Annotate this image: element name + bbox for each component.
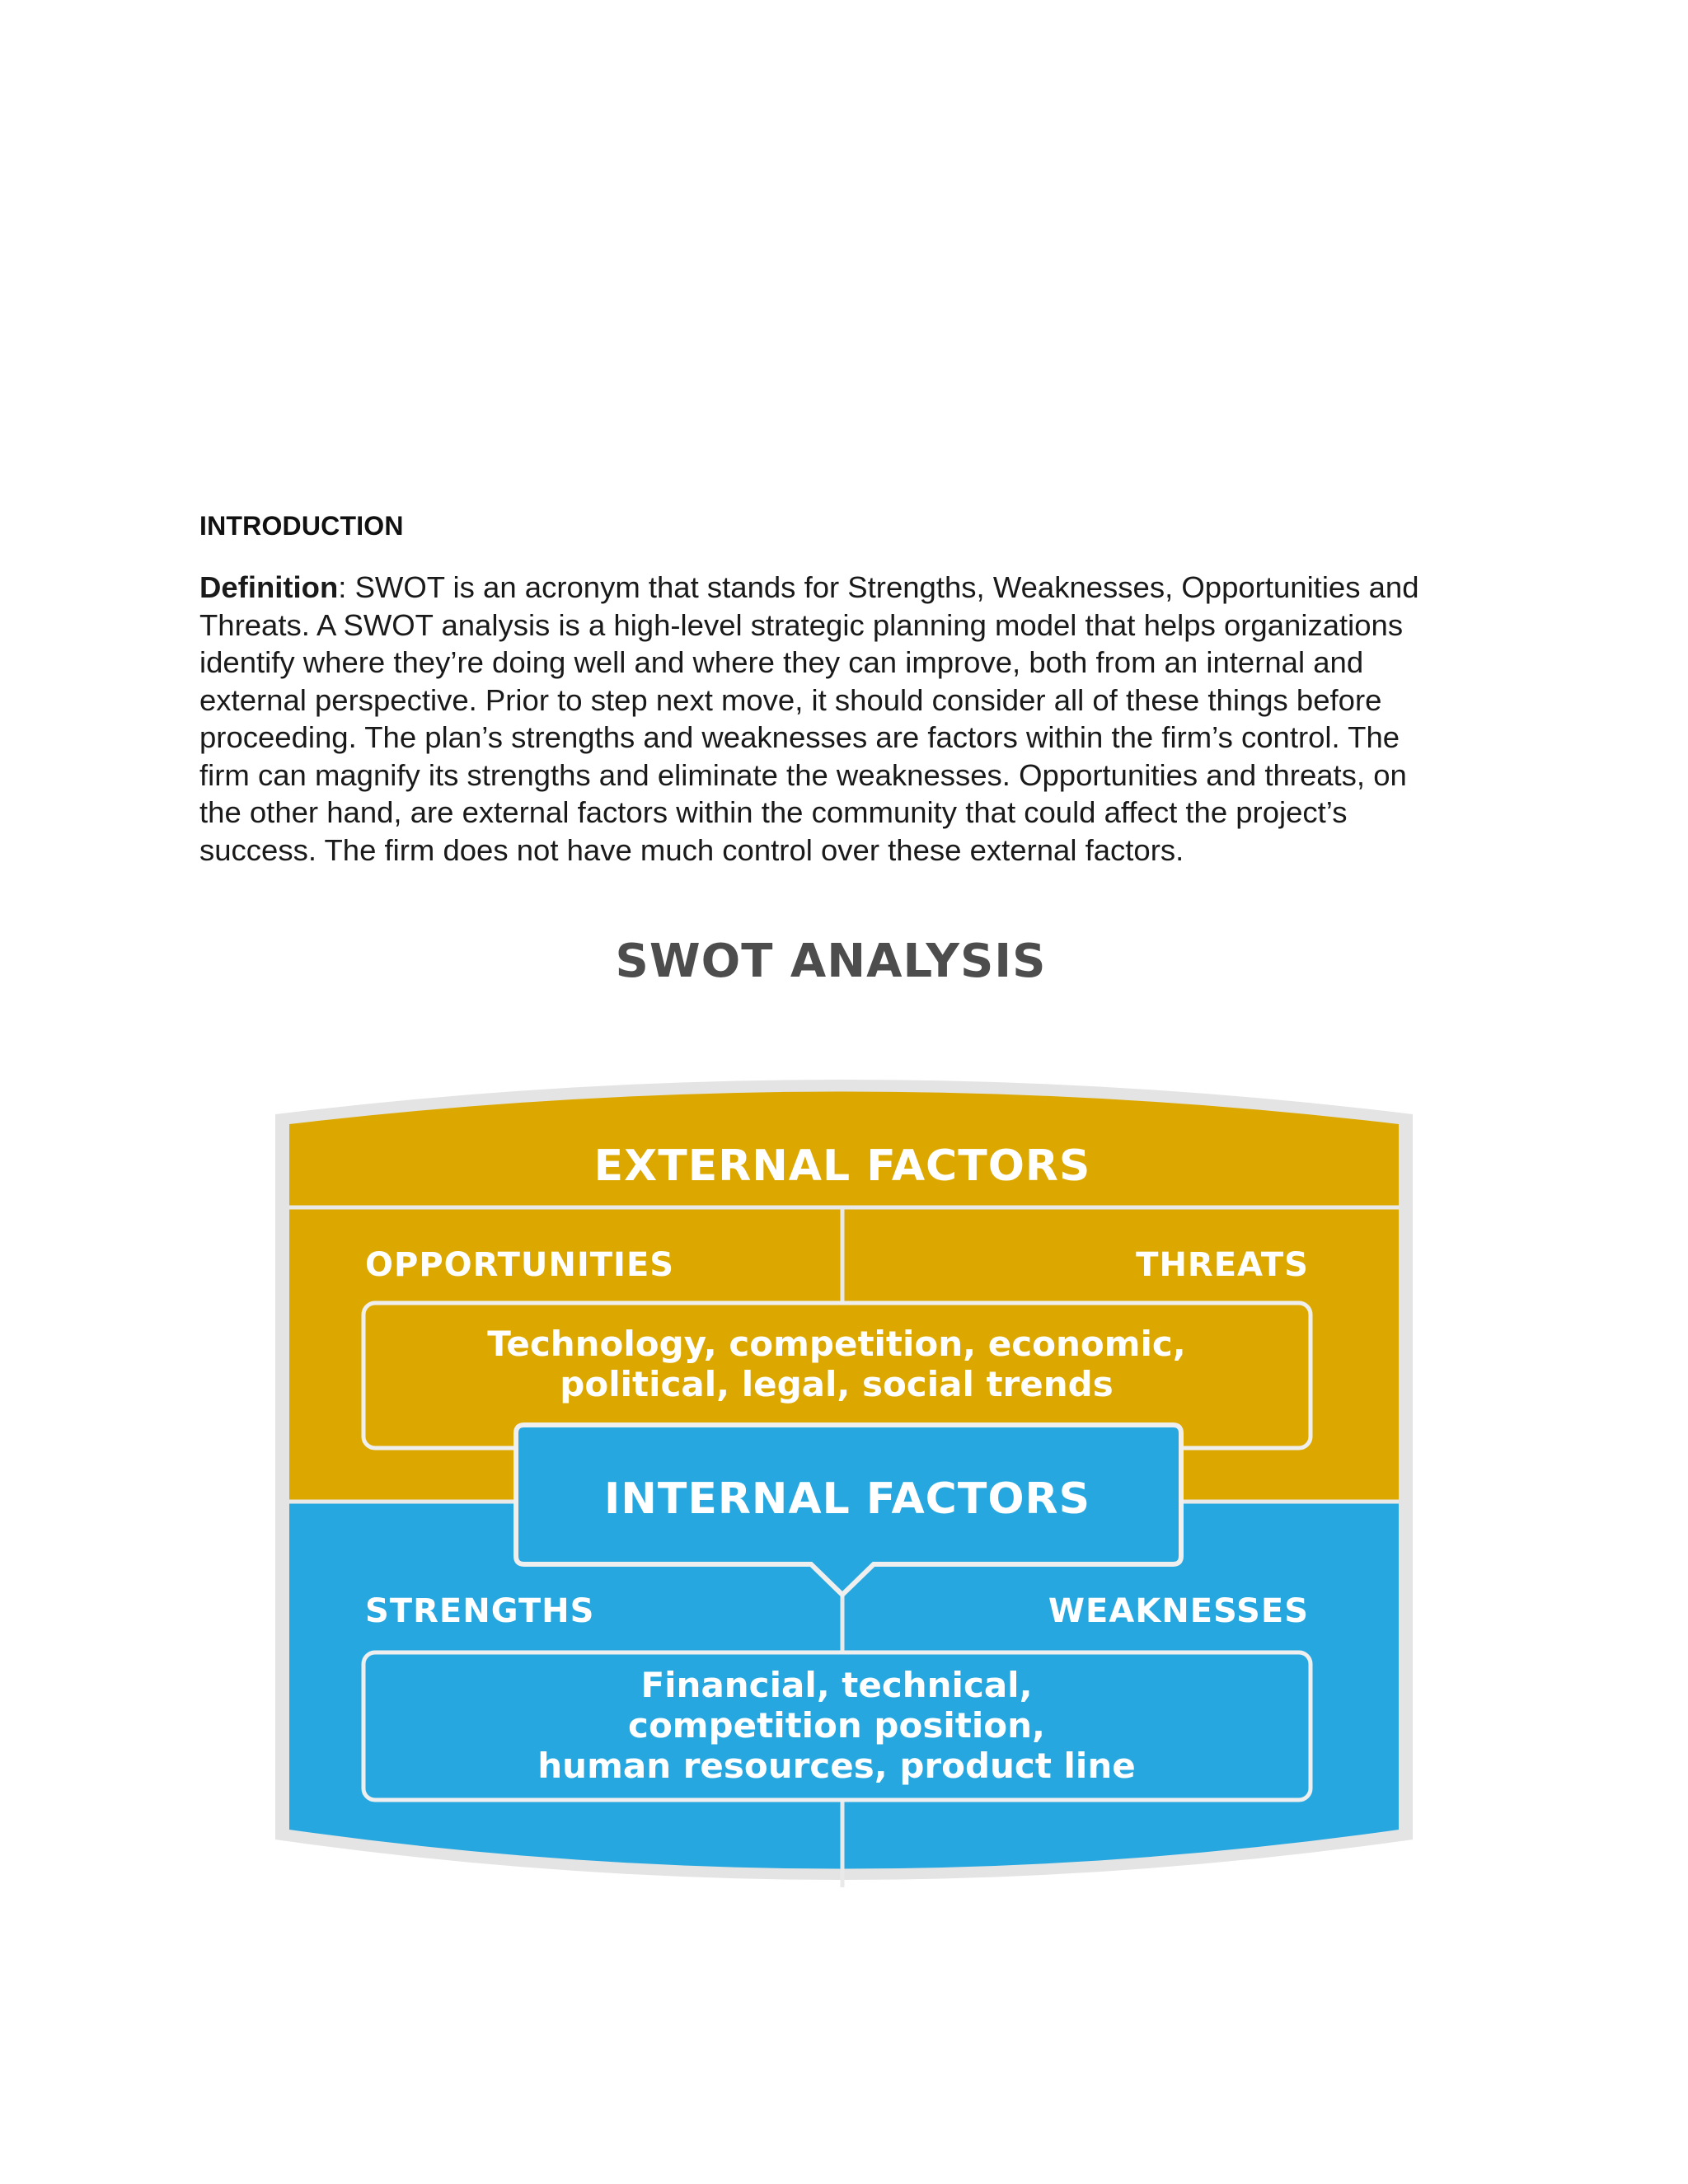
section-heading: INTRODUCTION — [199, 511, 404, 541]
paragraph-line-6: firm can magnify its strengths and eliminate the weaknesses. Opportunities and threats, on — [199, 757, 1407, 792]
internal-description-line-3: human resources, product line — [537, 1746, 1136, 1786]
external-factors-label: EXTERNAL FACTORS — [593, 1141, 1091, 1191]
paragraph-line-7: the other hand, are external factors within the community that could affect the project’s — [199, 795, 1348, 829]
paragraph-line-3: identify where they’re doing well and where they can improve, both from an internal and — [199, 645, 1364, 679]
threats-label: THREATS — [1136, 1246, 1309, 1284]
paragraph-line-2: Threats. A SWOT analysis is a high-level strategic planning model that helps organizations — [199, 607, 1404, 642]
internal-description-line-1: Financial, technical, — [640, 1665, 1033, 1705]
paragraph-text: : SWOT is an acronym that stands for Strengths, Weaknesses, Opportunities and — [338, 570, 1419, 604]
opportunities-label: OPPORTUNITIES — [365, 1246, 675, 1284]
external-description-line-2: political, legal, social trends — [560, 1364, 1114, 1404]
external-description-line-1: Technology, competition, economic, — [487, 1324, 1186, 1364]
definition-term: Definition — [199, 570, 339, 604]
internal-description-line-2: competition position, — [628, 1705, 1045, 1746]
internal-factors-label: INTERNAL FACTORS — [603, 1474, 1091, 1524]
paragraph-line-4: external perspective. Prior to step next move, it should consider all of these things before — [199, 682, 1382, 717]
weaknesses-label: WEAKNESSES — [1048, 1592, 1309, 1630]
paragraph-line-8: success. The firm does not have much control over these external factors. — [199, 832, 1184, 867]
diagram-title: SWOT ANALYSIS — [615, 935, 1047, 988]
strengths-label: STRENGTHS — [365, 1592, 595, 1630]
paragraph-line-5: proceeding. The plan’s strengths and weaknesses are factors within the firm’s control. The — [199, 720, 1400, 754]
